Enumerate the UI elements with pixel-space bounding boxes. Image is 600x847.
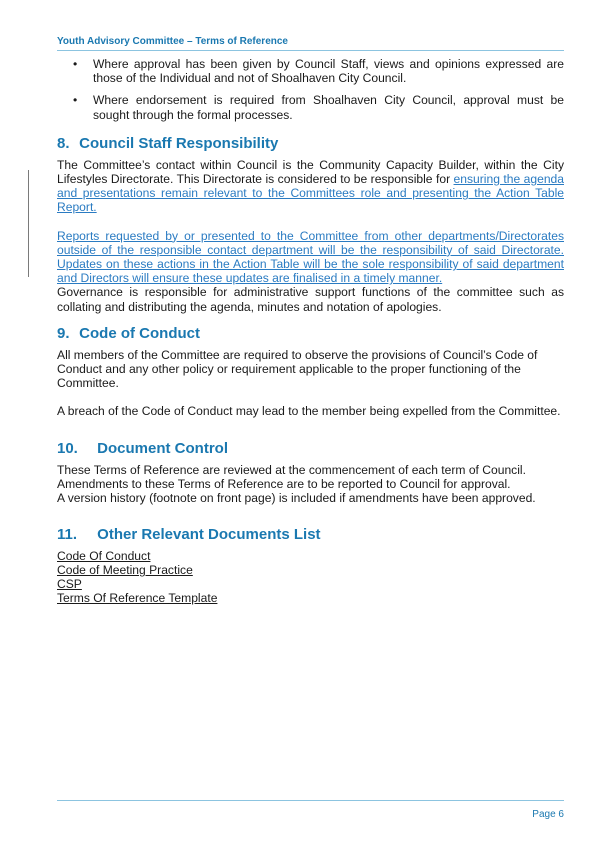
section-9-heading <box>57 325 564 343</box>
section-10-body <box>57 463 564 506</box>
section-number: 8. <box>57 134 70 152</box>
section-8-paragraph-1 <box>57 158 564 215</box>
section-10-heading <box>57 440 564 458</box>
tracked-insertion[interactable]: ensuring the agenda and presentations remain relevant to the Committees role and presenting the Action Table Report. <box>57 172 564 215</box>
section-title: Other Relevant Documents List <box>97 526 321 544</box>
tracked-insertion[interactable]: Reports requested by or presented to the Committee from other departments/Directorates outside of the responsible contact department will be the responsibility of said Directorate. Updates on these actions in the Action Table will be the sole responsibility of said department and Directors will ensure these updates are finalised in a timely manner. <box>57 228 564 286</box>
bullet-item <box>73 57 564 86</box>
link-csp[interactable]: CSP <box>57 577 82 592</box>
section-8-paragraph-3: Governance is responsible for administrative support functions of the committee such as collating and distributing the agenda, minutes and notation of apologies. <box>57 285 564 314</box>
page-number: Page 6 <box>532 809 564 820</box>
bullet-icon: • <box>73 57 78 71</box>
document-control-line: A version history (footnote on front page) is included if amendments have been approved. <box>57 491 536 506</box>
bullet-text: Where endorsement is required from Shoalhaven City Council, approval must be sought through the formal processes. <box>93 93 564 122</box>
section-11-heading <box>57 526 564 544</box>
tracked-change-bar <box>28 170 29 277</box>
page-header: Youth Advisory Committee – Terms of Reference <box>57 36 564 51</box>
document-control-line: These Terms of Reference are reviewed at the commencement of each term of Council. <box>57 462 526 477</box>
link-code-of-conduct[interactable]: Code Of Conduct <box>57 549 151 564</box>
paragraph-text: The Committee’s contact within Council is the Community Capacity Builder, within the City Lifestyles Directorate. This Directorate is considered to be responsible for <box>57 157 564 187</box>
bullet-list <box>57 57 564 122</box>
bullet-icon: • <box>73 93 78 108</box>
link-terms-of-reference-template[interactable]: Terms Of Reference Template <box>57 591 218 606</box>
section-title: Code of Conduct <box>79 324 200 342</box>
bullet-text: Where approval has been given by Council Staff, views and opinions expressed are those of the Individual and not of Shoalhaven City Council. <box>93 57 564 86</box>
page-content <box>57 57 564 605</box>
section-number: 10. <box>57 439 78 457</box>
section-8-paragraph-2 <box>57 229 564 286</box>
section-number: 11. <box>57 526 78 544</box>
document-control-line: Amendments to these Terms of Reference are to be reported to Council for approval. <box>57 476 511 491</box>
section-8-heading <box>57 135 564 153</box>
section-9-paragraph-2: A breach of the Code of Conduct may lead to the member being expelled from the Committee. <box>57 404 561 419</box>
section-number: 9. <box>57 324 70 342</box>
bullet-item <box>73 93 564 122</box>
related-documents-list <box>57 549 564 605</box>
section-title: Document Control <box>97 439 228 457</box>
section-9-paragraph-1: All members of the Committee are required to observe the provisions of Council’s Code of Conduct and any other policy or requirement applicable to the proper functioning of the Committee. <box>57 347 538 391</box>
link-code-of-meeting-practice[interactable]: Code of Meeting Practice <box>57 563 193 578</box>
footer-rule <box>57 800 564 801</box>
section-title: Council Staff Responsibility <box>79 134 279 152</box>
